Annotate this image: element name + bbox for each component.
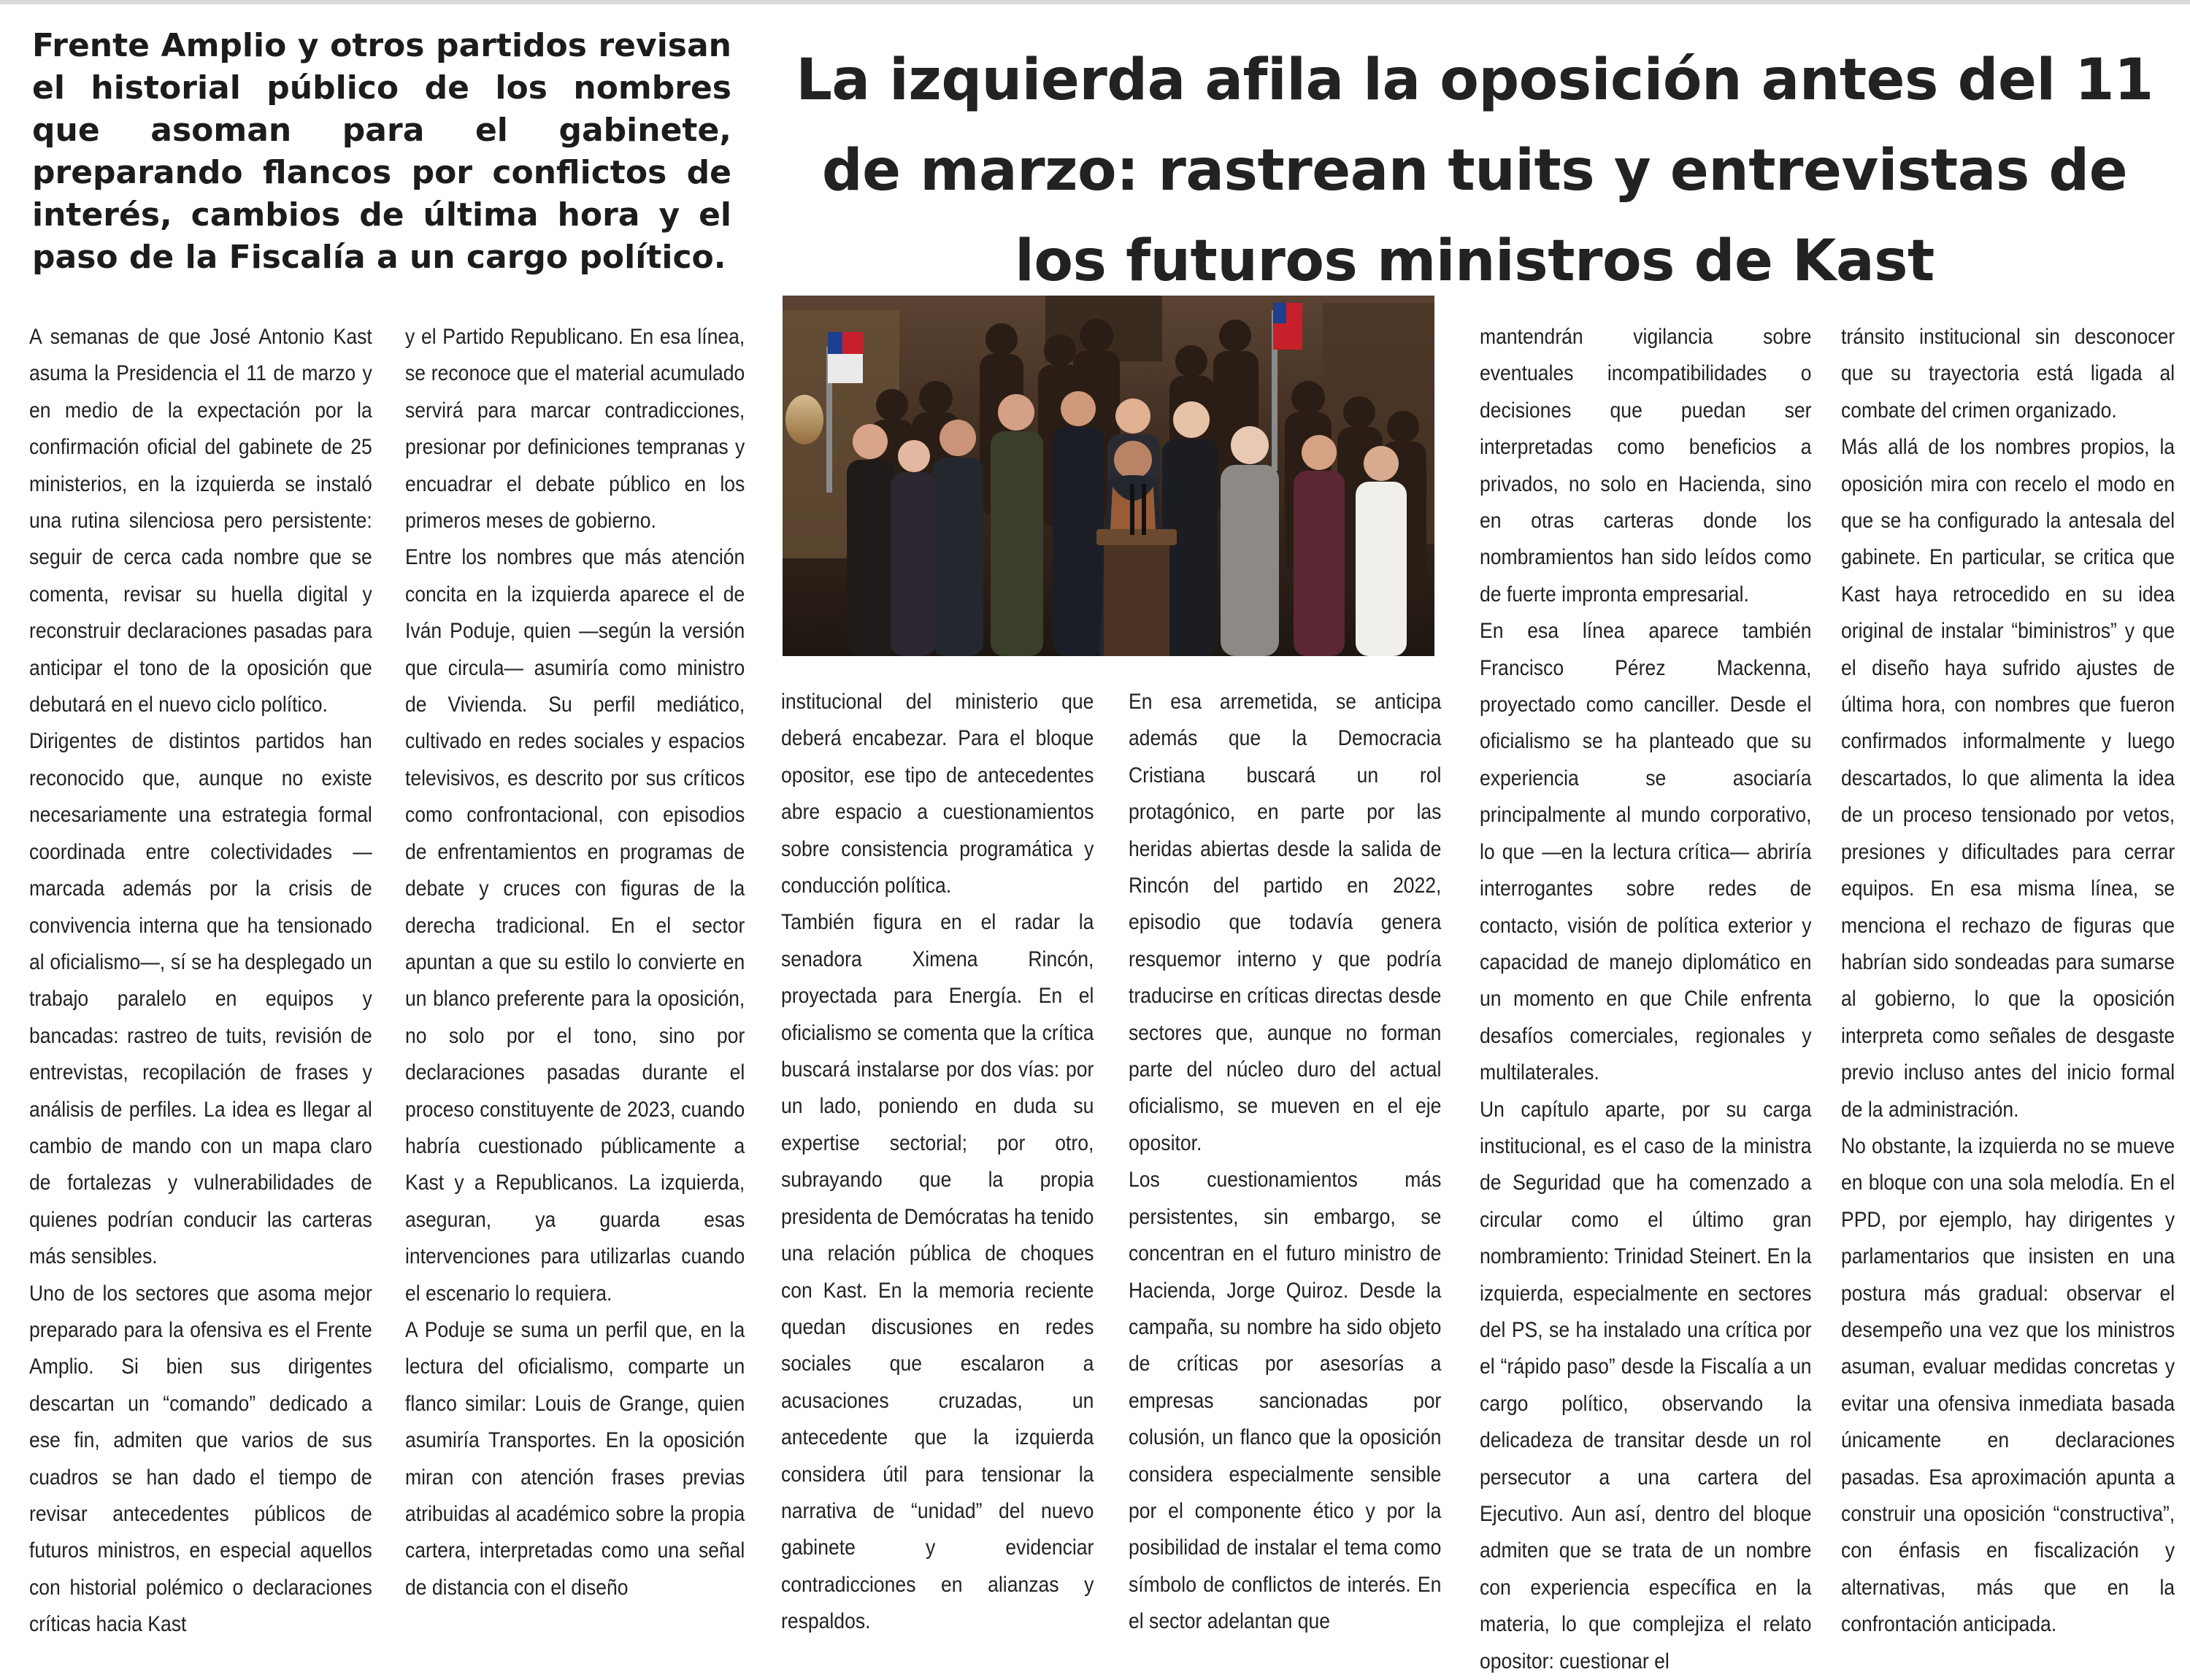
article-column-2 [405,319,745,1606]
paragraph: y el Partido Republicano. En esa línea, se reconoce que el material acumulado servirá para marcar contradicciones, presionar por definiciones tempranas y encuadrar el debate público en los primeros meses de gobierno. [405,325,745,533]
top-rule [0,0,2190,4]
article-photo [783,296,1434,656]
article-column-5 [1480,319,1812,1680]
article-column-3 [781,684,1094,1641]
paragraph: Más allá de los nombres propios, la oposición mira con recelo el modo en que se ha configurado la antesala del gabinete. En particular, se critica que Kast haya retrocedido en su idea original de instalar “biministros” y que el diseño haya sufrido ajustes de última hora, con nombres que fueron confirmados informalmente y luego descartados, lo que alimenta la idea de un proceso tensionado por vetos, presiones y dificultades para cerrar equipos. En esa misma línea, se menciona el rechazo de figuras que habrían sido sondeadas para sumarse al gobierno, lo que la oposición interpreta como señales de desgaste previo incluso antes del inicio formal de la administración. [1841,435,2175,1122]
paragraph: institucional del ministerio que deberá encabezar. Para el bloque opositor, ese tipo de antecedentes abre espacio a cuestionamientos sobre consistencia programática y conducción política. [781,690,1094,898]
paragraph: En esa arremetida, se anticipa además que la Democracia Cristiana buscará un rol protagónico, en parte por las heridas abiertas desde la salida de Rincón del partido en 2022, episodio que todavía genera resquemor interno y que podría traducirse en críticas directas desde sectores que, aunque no forman parte del núcleo duro del actual oficialismo, se mueven en el eje opositor. [1129,690,1442,1155]
article-deck: Frente Amplio y otros partidos revisan el historial público de los nombres que asoman para el gabinete, preparando flancos por conflictos de interés, cambios de última hora y el paso de la Fiscalía a un cargo político. [32,27,731,276]
paragraph: También figura en el radar la senadora Ximena Rincón, proyectada para Energía. En el oficialismo se comenta que la crítica buscará instalarse por dos vías: por un lado, poniendo en duda su expertise sectorial; por otro, subrayando que la propia presidenta de Demócratas ha tenido una relación pública de choques con Kast. En la memoria reciente quedan discusiones en redes sociales que escalaron a acusaciones cruzadas, un antecedente que la izquierda considera útil para tensionar la narrativa de “unidad” del nuevo gabinete y evidenciar contradicciones en alianzas y respaldos. [781,910,1094,1634]
article-column-6 [1841,319,2175,1644]
paragraph: mantendrán vigilancia sobre eventuales incompatibilidades o decisiones que puedan ser interpretadas como beneficios a privados, no solo en Hacienda, sino en otras carteras donde los nombramientos han sido leídos como de fuerte impronta empresarial. [1480,325,1812,606]
press-conference-photo-icon [783,296,1434,656]
paragraph: En esa línea aparece también Francisco Pérez Mackenna, proyectado como canciller. Desde el oficialismo se ha planteado que su experiencia se asociaría principalmente al mundo corporativo, lo que —en la lectura crítica— abriría interrogantes sobre redes de contacto, visión de política exterior y capacidad de manejo diplomático en un momento en que Chile enfrenta desafíos comerciales, regionales y multilaterales. [1480,619,1812,1085]
article-column-1 [29,319,372,1644]
paragraph: tránsito institucional sin desconocer que su trayectoria está ligada al combate del crimen organizado. [1841,325,2175,423]
paragraph: A Poduje se suma un perfil que, en la lectura del oficialismo, comparte un flanco similar: Louis de Grange, quien asumiría Transportes. En la oposición miran con atención frases previas atribuidas al académico sobre la propia cartera, interpretadas como una señal de distancia con el diseño [405,1317,745,1600]
paragraph: Los cuestionamientos más persistentes, sin embargo, se concentran en el futuro ministro de Hacienda, Jorge Quiroz. Desde la campaña, su nombre ha sido objeto de críticas por asesorías a empresas sancionadas por colusión, un flanco que la oposición considera especialmente sensible por el componente ético y por la posibilidad de instalar el tema como símbolo de conflictos de interés. En el sector adelantan que [1129,1168,1442,1634]
article-headline: La izquierda afila la oposición antes del 11 de marzo: rastrean tuits y entrevistas de los futuros ministros de Kast [796,47,2154,294]
article-column-4 [1129,684,1441,1641]
paragraph: No obstante, la izquierda no se mueve en bloque con una sola melodía. En el PPD, por ejemplo, hay dirigentes y parlamentarios que insisten en una postura más gradual: observar el desempeño una vez que los ministros asuman, evaluar medidas concretas y evitar una ofensiva inmediata basada únicamente en declaraciones pasadas. Esa aproximación apunta a construir una oposición “constructiva”, con énfasis en fiscalización y alternativas, más que en la confrontación anticipada. [1841,1133,2175,1637]
paragraph: Dirigentes de distintos partidos han reconocido que, aunque no existe necesariamente una estrategia formal coordinada entre colectividades —marcada además por la crisis de convivencia interna que ha tensionado al oficialismo—, sí se ha desplegado un trabajo paralelo en equipos y bancadas: rastreo de tuits, revisión de entrevistas, recopilación de frases y análisis de perfiles. La idea es llegar al cambio de mando con un mapa claro de fortalezas y vulnerabilidades de quienes podrían conducir las carteras más sensibles. [29,729,372,1269]
paragraph: Uno de los sectores que asoma mejor preparado para la ofensiva es el Frente Amplio. Si bien sus dirigentes descartan un “comando” dedicado a ese fin, admiten que varios de sus cuadros se han dado el tiempo de revisar antecedentes públicos de futuros ministros, en especial aquellos con historial polémico o declaraciones críticas hacia Kast [29,1281,372,1637]
paragraph: Un capítulo aparte, por su carga institucional, es el caso de la ministra de Seguridad que ha comenzado a circular como el último gran nombramiento: Trinidad Steinert. En la izquierda, especialmente en sectores del PS, se ha instalado una crítica por el “rápido paso” desde la Fiscalía a un cargo político, observando la delicadeza de transitar desde un rol persecutor a una cartera del Ejecutivo. Aun así, dentro del bloque admiten que se trata de un nombre con experiencia específica en la materia, lo que complejiza el relato opositor: cuestionar el [1480,1097,1812,1673]
paragraph: Entre los nombres que más atención concita en la izquierda aparece el de Iván Poduje, quien —según la versión que circula— asumiría como ministro de Vivienda. Su perfil mediático, cultivado en redes sociales y espacios televisivos, es descrito por sus críticos como confrontacional, con episodios de enfrentamientos en programas de debate y cruces con figuras de la derecha tradicional. En el sector apuntan a que su estilo lo convierte en un blanco preferente para la oposición, no solo por el tono, sino por declaraciones pasadas durante el proceso constituyente de 2023, cuando habría cuestionado públicamente a Kast y a Republicanos. La izquierda, aseguran, ya guarda esas intervenciones para utilizarlas cuando el escenario lo requiera. [405,545,745,1306]
paragraph: A semanas de que José Antonio Kast asuma la Presidencia el 11 de marzo y en medio de la expectación por la confirmación oficial del gabinete de 25 ministerios, en la izquierda se instaló una rutina silenciosa pero persistente: seguir de cerca cada nombre que se comenta, revisar su huella digital y reconstruir declaraciones pasadas para anticipar el tono de la oposición que debutará en el nuevo ciclo político. [29,325,372,717]
